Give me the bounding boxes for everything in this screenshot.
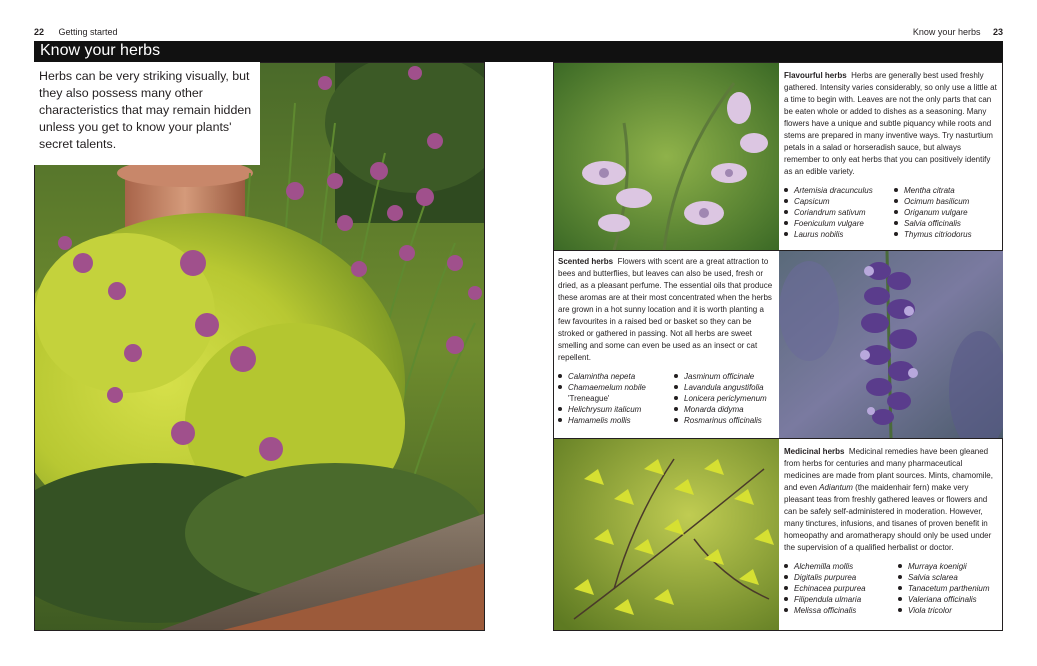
herb-item: Salvia officinalis [894, 218, 972, 229]
cultivar-note: 'Treneague' [568, 394, 610, 403]
herb-name: Calamintha nepeta [568, 372, 636, 381]
herb-item [558, 404, 674, 415]
medicinal-list-col2 [898, 561, 990, 616]
herb-item: Tanacetum parthenium [898, 583, 990, 594]
herb-item: Thymus citriodorus [894, 229, 972, 240]
scented-heading: Scented herbs [558, 257, 614, 266]
herb-item: Rosmarinus officinalis [674, 415, 767, 426]
page-title: Know your herbs [40, 42, 161, 59]
medicinal-body-italic: Adiantum [819, 483, 853, 492]
herb-item: Lonicera periclymenum [674, 393, 767, 404]
lavender-photo [779, 251, 1003, 438]
herb-item: Digitalis purpurea [784, 572, 898, 583]
herb-name: Helichrysum italicum [568, 405, 642, 414]
herb-item: Echinacea purpurea [784, 583, 898, 594]
medicinal-list-col1 [784, 561, 898, 616]
maidenhair-fern-photo [554, 439, 779, 630]
title-bar [34, 41, 1003, 62]
left-page-number: 22 [34, 27, 45, 37]
medicinal-heading: Medicinal herbs [784, 447, 845, 456]
herb-item: Murraya koenigii [898, 561, 990, 572]
herb-item [558, 371, 674, 382]
herb-item: Foeniculum vulgare [784, 218, 894, 229]
herb-item: Lavandula angustifolia [674, 382, 767, 393]
medicinal-body-start: Medicinal remedies have been gleaned from herbs for centuries and many pharmaceutical medicines are made from plant sources. Mints, chamomile, and even [784, 447, 993, 492]
herb-name: Hamamelis mollis [568, 416, 631, 425]
medicinal-herbs-panel [784, 446, 999, 616]
herb-item: Salvia sclarea [898, 572, 990, 583]
herb-item: Origanum vulgare [894, 207, 972, 218]
rosemary-photo [554, 63, 779, 250]
herb-item [558, 415, 674, 426]
right-section-name: Know your herbs [912, 27, 981, 37]
intro-text: Herbs can be very striking visually, but they also possess many other characteristics that may remain hidden unless you get to know your plants' secret talents. [39, 69, 252, 151]
herb-item: Valeriana officinalis [898, 594, 990, 605]
right-page-number: 23 [992, 27, 1003, 37]
herb-item: Viola tricolor [898, 605, 990, 616]
flavourful-heading: Flavourful herbs [784, 71, 847, 80]
left-running-head [34, 27, 118, 37]
herb-item: Melissa officinalis [784, 605, 898, 616]
herb-item: Artemisia dracunculus [784, 185, 894, 196]
herb-item: Monarda didyma [674, 404, 767, 415]
herb-item: Mentha citrata [894, 185, 972, 196]
herb-item: Alchemilla mollis [784, 561, 898, 572]
herb-item: Capsicum [784, 196, 894, 207]
herb-item: Coriandrum sativum [784, 207, 894, 218]
herb-item: Laurus nobilis [784, 229, 894, 240]
flavourful-list-col1 [784, 185, 894, 240]
flavourful-list-col2 [894, 185, 972, 240]
left-section-name: Getting started [58, 27, 118, 37]
flavourful-body: Herbs are generally best used freshly gathered. Intensity varies considerably, so only use a little at a time to begin with. Leaves are not the only parts that can be eaten whole or added to dishes as a seasoning. Many flowers have a unique and subtle piquancy while roots and stems are prepared in many inventive ways. Try nasturtium petals in a salad or horseradish sauce, but always remember to only eat herbs that you can positively identify as an edible variety. [784, 71, 997, 176]
herb-item: Ocimum basilicum [894, 196, 972, 207]
scented-list-col2 [674, 371, 767, 426]
medicinal-body-end: (the maidenhair fern) make very pleasant teas from freshly gathered leaves or flowers and can be safely self-administered in moderation. However, many tinctures, infusions, and tisanes of proven benefit in homeopathy and aromatherapy should only be used under the supervision of a qualified herbalist or doctor. [784, 483, 992, 552]
herb-item: Jasminum officinale [674, 371, 767, 382]
scented-herbs-panel [558, 256, 774, 426]
flavourful-herbs-panel [784, 70, 999, 240]
herb-name: Chamaemelum nobile [568, 383, 646, 392]
scented-list-col1 [558, 371, 674, 426]
intro-text-box [34, 62, 260, 165]
herb-item [558, 382, 674, 404]
herb-item: Filipendula ulmaria [784, 594, 898, 605]
scented-body: Flowers with scent are a great attraction to bees and butterflies, but leaves can also be used, fresh or dried, as a pleasant perfume. The essential oils that produce these aromas are at their most concentrated when the herbs are grown in a hot sunny location and it is worth planting a few favourites in a raised bed or basket so they can be stroked or gathered in passing. Not all herbs are sweet smelling and some can even be used as an insect or cat repellent. [558, 257, 773, 362]
right-running-head [913, 27, 1003, 37]
